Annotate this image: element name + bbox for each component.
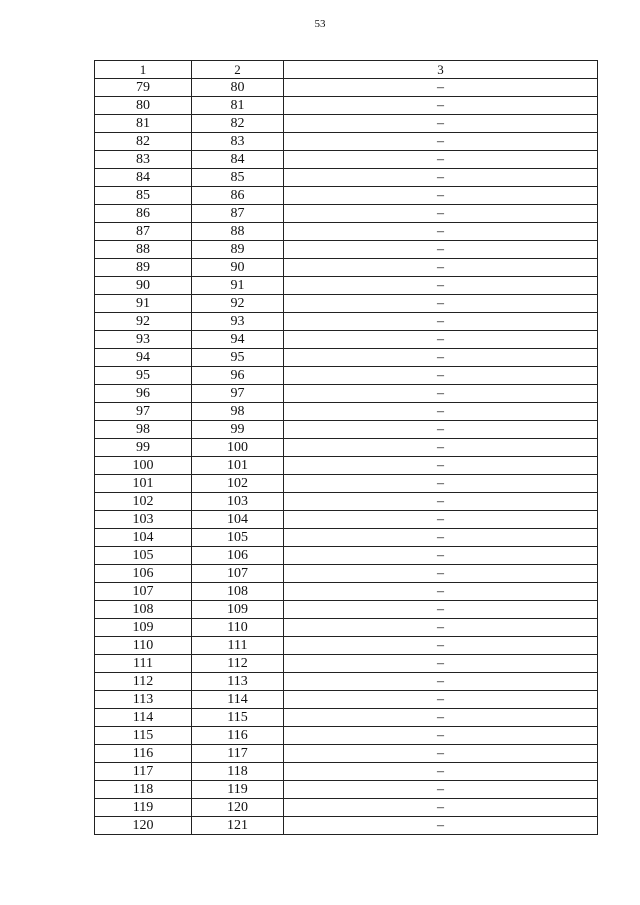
table-cell-col2: 100 bbox=[192, 439, 284, 457]
table-cell-col1: 103 bbox=[95, 511, 192, 529]
table-cell-col2: 110 bbox=[192, 619, 284, 637]
table-cell-col2: 92 bbox=[192, 295, 284, 313]
table-cell-col3: – bbox=[284, 601, 598, 619]
table-row bbox=[95, 421, 598, 439]
table-cell-col1: 81 bbox=[95, 115, 192, 133]
table-cell-col3: – bbox=[284, 241, 598, 259]
table-cell-col2: 93 bbox=[192, 313, 284, 331]
column-header-3: 3 bbox=[284, 61, 598, 79]
table-cell-col2: 101 bbox=[192, 457, 284, 475]
table-row bbox=[95, 115, 598, 133]
data-table bbox=[94, 60, 598, 835]
table-row bbox=[95, 817, 598, 835]
table-row bbox=[95, 403, 598, 421]
table-cell-col3: – bbox=[284, 637, 598, 655]
table-row bbox=[95, 781, 598, 799]
table-cell-col3: – bbox=[284, 457, 598, 475]
table-cell-col2: 97 bbox=[192, 385, 284, 403]
table-cell-col1: 82 bbox=[95, 133, 192, 151]
table-row bbox=[95, 457, 598, 475]
table-cell-col1: 79 bbox=[95, 79, 192, 97]
table-cell-col1: 95 bbox=[95, 367, 192, 385]
page-number: 53 bbox=[314, 18, 326, 30]
table-row bbox=[95, 745, 598, 763]
table-cell-col2: 115 bbox=[192, 709, 284, 727]
table-cell-col2: 86 bbox=[192, 187, 284, 205]
table-cell-col3: – bbox=[284, 619, 598, 637]
table-cell-col2: 107 bbox=[192, 565, 284, 583]
table-row bbox=[95, 151, 598, 169]
table-cell-col1: 99 bbox=[95, 439, 192, 457]
table-row bbox=[95, 331, 598, 349]
table-cell-col1: 111 bbox=[95, 655, 192, 673]
table-row bbox=[95, 385, 598, 403]
table-cell-col3: – bbox=[284, 763, 598, 781]
table-cell-col3: – bbox=[284, 655, 598, 673]
table-cell-col2: 119 bbox=[192, 781, 284, 799]
table-cell-col2: 83 bbox=[192, 133, 284, 151]
table-cell-col3: – bbox=[284, 529, 598, 547]
table-cell-col1: 106 bbox=[95, 565, 192, 583]
table-cell-col3: – bbox=[284, 259, 598, 277]
table-cell-col2: 112 bbox=[192, 655, 284, 673]
table-row bbox=[95, 169, 598, 187]
table-cell-col3: – bbox=[284, 115, 598, 133]
table-row bbox=[95, 583, 598, 601]
table-cell-col3: – bbox=[284, 151, 598, 169]
column-header-2: 2 bbox=[192, 61, 284, 79]
table-cell-col1: 104 bbox=[95, 529, 192, 547]
table-cell-col2: 84 bbox=[192, 151, 284, 169]
table-cell-col3: – bbox=[284, 493, 598, 511]
table-cell-col3: – bbox=[284, 403, 598, 421]
table-row bbox=[95, 439, 598, 457]
table-cell-col2: 98 bbox=[192, 403, 284, 421]
table-cell-col1: 115 bbox=[95, 727, 192, 745]
table-cell-col2: 106 bbox=[192, 547, 284, 565]
table-cell-col2: 80 bbox=[192, 79, 284, 97]
table-cell-col1: 90 bbox=[95, 277, 192, 295]
table-cell-col2: 104 bbox=[192, 511, 284, 529]
table-body bbox=[95, 79, 598, 835]
table-cell-col1: 91 bbox=[95, 295, 192, 313]
table-row bbox=[95, 511, 598, 529]
table-cell-col1: 112 bbox=[95, 673, 192, 691]
column-header-1: 1 bbox=[95, 61, 192, 79]
table-cell-col1: 101 bbox=[95, 475, 192, 493]
table-cell-col1: 97 bbox=[95, 403, 192, 421]
table-cell-col1: 88 bbox=[95, 241, 192, 259]
table-cell-col3: – bbox=[284, 169, 598, 187]
table-cell-col2: 111 bbox=[192, 637, 284, 655]
table-cell-col3: – bbox=[284, 349, 598, 367]
table-cell-col1: 83 bbox=[95, 151, 192, 169]
table-cell-col1: 120 bbox=[95, 817, 192, 835]
table-cell-col2: 105 bbox=[192, 529, 284, 547]
table-row bbox=[95, 565, 598, 583]
table-cell-col1: 109 bbox=[95, 619, 192, 637]
table-cell-col3: – bbox=[284, 367, 598, 385]
table-cell-col3: – bbox=[284, 187, 598, 205]
table-cell-col1: 87 bbox=[95, 223, 192, 241]
table-cell-col3: – bbox=[284, 79, 598, 97]
table-cell-col2: 103 bbox=[192, 493, 284, 511]
table-cell-col2: 120 bbox=[192, 799, 284, 817]
table-cell-col2: 116 bbox=[192, 727, 284, 745]
table-row bbox=[95, 655, 598, 673]
table-cell-col1: 89 bbox=[95, 259, 192, 277]
table-row bbox=[95, 205, 598, 223]
table-cell-col1: 94 bbox=[95, 349, 192, 367]
table-row bbox=[95, 241, 598, 259]
table-cell-col3: – bbox=[284, 313, 598, 331]
table-row bbox=[95, 133, 598, 151]
table-row bbox=[95, 727, 598, 745]
table-row bbox=[95, 259, 598, 277]
table-row bbox=[95, 79, 598, 97]
table-cell-col1: 85 bbox=[95, 187, 192, 205]
table-cell-col1: 118 bbox=[95, 781, 192, 799]
table-cell-col2: 95 bbox=[192, 349, 284, 367]
table-cell-col3: – bbox=[284, 277, 598, 295]
table-cell-col2: 102 bbox=[192, 475, 284, 493]
table-cell-col3: – bbox=[284, 97, 598, 115]
table-row bbox=[95, 547, 598, 565]
table-cell-col3: – bbox=[284, 781, 598, 799]
table-cell-col3: – bbox=[284, 133, 598, 151]
table-row bbox=[95, 223, 598, 241]
table-cell-col1: 119 bbox=[95, 799, 192, 817]
table-cell-col2: 114 bbox=[192, 691, 284, 709]
table-row bbox=[95, 637, 598, 655]
table-cell-col3: – bbox=[284, 547, 598, 565]
table-row bbox=[95, 313, 598, 331]
table-cell-col2: 109 bbox=[192, 601, 284, 619]
table-row bbox=[95, 349, 598, 367]
table-cell-col3: – bbox=[284, 745, 598, 763]
table-cell-col2: 91 bbox=[192, 277, 284, 295]
table-cell-col1: 107 bbox=[95, 583, 192, 601]
table-cell-col1: 100 bbox=[95, 457, 192, 475]
header-row bbox=[95, 61, 598, 79]
table-cell-col3: – bbox=[284, 583, 598, 601]
table-cell-col3: – bbox=[284, 331, 598, 349]
table-row bbox=[95, 295, 598, 313]
table-cell-col2: 94 bbox=[192, 331, 284, 349]
table-cell-col3: – bbox=[284, 673, 598, 691]
table-cell-col2: 87 bbox=[192, 205, 284, 223]
table-cell-col2: 99 bbox=[192, 421, 284, 439]
table-row bbox=[95, 97, 598, 115]
table-cell-col1: 80 bbox=[95, 97, 192, 115]
table-row bbox=[95, 475, 598, 493]
table-cell-col1: 110 bbox=[95, 637, 192, 655]
table-cell-col1: 86 bbox=[95, 205, 192, 223]
table-cell-col3: – bbox=[284, 691, 598, 709]
table-cell-col1: 114 bbox=[95, 709, 192, 727]
table-row bbox=[95, 277, 598, 295]
table-row bbox=[95, 187, 598, 205]
table-cell-col1: 105 bbox=[95, 547, 192, 565]
table-cell-col3: – bbox=[284, 727, 598, 745]
table-cell-col3: – bbox=[284, 295, 598, 313]
table-cell-col3: – bbox=[284, 511, 598, 529]
table-cell-col2: 108 bbox=[192, 583, 284, 601]
table-cell-col2: 117 bbox=[192, 745, 284, 763]
table-cell-col2: 82 bbox=[192, 115, 284, 133]
table-cell-col2: 96 bbox=[192, 367, 284, 385]
table-cell-col3: – bbox=[284, 565, 598, 583]
table-cell-col1: 113 bbox=[95, 691, 192, 709]
table-cell-col3: – bbox=[284, 709, 598, 727]
table-row bbox=[95, 529, 598, 547]
table-row bbox=[95, 709, 598, 727]
table-cell-col2: 121 bbox=[192, 817, 284, 835]
table-row bbox=[95, 367, 598, 385]
table-row bbox=[95, 691, 598, 709]
table-cell-col2: 81 bbox=[192, 97, 284, 115]
table-cell-col3: – bbox=[284, 439, 598, 457]
table-cell-col2: 113 bbox=[192, 673, 284, 691]
table-header bbox=[95, 61, 598, 79]
table-cell-col2: 85 bbox=[192, 169, 284, 187]
table-cell-col1: 102 bbox=[95, 493, 192, 511]
table-cell-col2: 118 bbox=[192, 763, 284, 781]
table-cell-col1: 92 bbox=[95, 313, 192, 331]
table-cell-col2: 88 bbox=[192, 223, 284, 241]
table-row bbox=[95, 601, 598, 619]
table-cell-col1: 116 bbox=[95, 745, 192, 763]
table-cell-col1: 108 bbox=[95, 601, 192, 619]
table-cell-col2: 90 bbox=[192, 259, 284, 277]
table-cell-col3: – bbox=[284, 421, 598, 439]
table-cell-col3: – bbox=[284, 385, 598, 403]
table-row bbox=[95, 763, 598, 781]
table-cell-col3: – bbox=[284, 205, 598, 223]
table-row bbox=[95, 493, 598, 511]
table-cell-col3: – bbox=[284, 223, 598, 241]
table-cell-col3: – bbox=[284, 817, 598, 835]
table-cell-col3: – bbox=[284, 799, 598, 817]
table-cell-col1: 96 bbox=[95, 385, 192, 403]
table-cell-col2: 89 bbox=[192, 241, 284, 259]
table-cell-col1: 98 bbox=[95, 421, 192, 439]
table-cell-col1: 84 bbox=[95, 169, 192, 187]
table-row bbox=[95, 799, 598, 817]
table-row bbox=[95, 619, 598, 637]
table-row bbox=[95, 673, 598, 691]
table-cell-col3: – bbox=[284, 475, 598, 493]
table-cell-col1: 117 bbox=[95, 763, 192, 781]
table-cell-col1: 93 bbox=[95, 331, 192, 349]
